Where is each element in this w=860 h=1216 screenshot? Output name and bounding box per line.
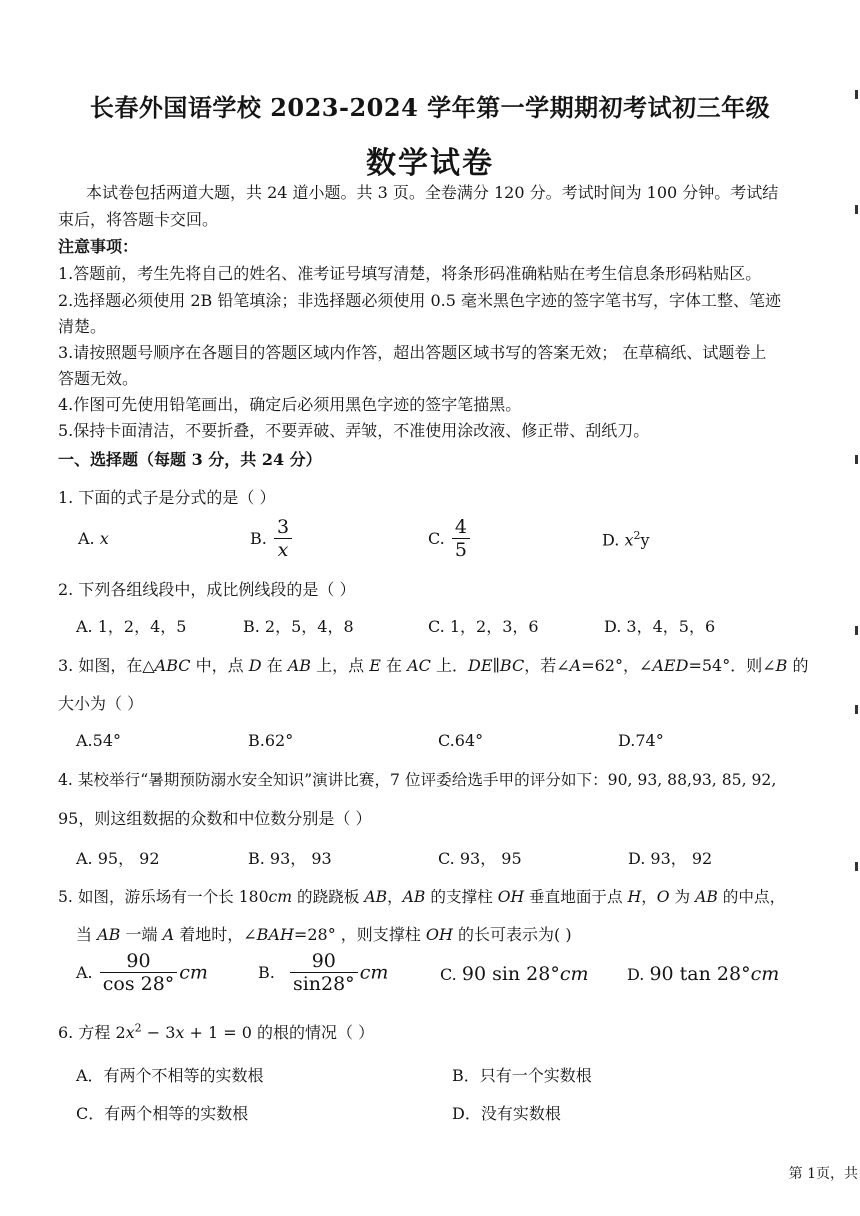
q1-option-c: C. $\frac{4}{5}$: [428, 516, 472, 561]
scan-mark: [855, 205, 858, 214]
q4-option-d: D. 93， 92: [628, 849, 713, 868]
q5-option-a: A. $\frac{90}{\cos 28^\circ}$ cm: [76, 950, 208, 995]
q5-a-fraction: $\frac{90}{\cos 28^\circ}$: [100, 950, 178, 995]
q6-option-a: A．有两个不相等的实数根: [76, 1066, 264, 1085]
q1-option-b: B. $\frac{3}{x}$: [250, 516, 294, 561]
question-6-stem: 6. 方程 $2x^2 - 3x + 1 = 0$ 的根的情况（ ）: [58, 1021, 375, 1042]
q2-option-b: B. 2，5，4，8: [243, 617, 354, 636]
scan-mark: [855, 455, 858, 464]
note-3-line-1: 3.请按照题号顺序在各题目的答题区域内作答，超出答题区域书写的答案无效； 在草稿纸、试题卷上: [58, 343, 767, 362]
exam-subtitle: 数学试卷: [366, 146, 494, 181]
exam-title: 长春外国语学校 2023-2024 学年第一学期期初考试初三年级: [89, 93, 771, 122]
note-2-line-2: 清楚。: [58, 317, 107, 336]
q5-option-c: C. 90 sin 28°cm: [440, 963, 589, 985]
q5-option-d: D. 90 tan 28°cm: [627, 963, 780, 985]
q3-option-c: C.64°: [438, 731, 484, 750]
q3-option-b: B.62°: [248, 731, 294, 750]
scan-mark: [855, 626, 858, 635]
intro-line-1: 本试卷包括两道大题，共 24 道小题。共 3 页。全卷满分 120 分。考试时间为 100 分钟。考试结: [86, 183, 779, 202]
note-3-line-2: 答题无效。: [58, 369, 139, 388]
question-4-stem-line-2: 95，则这组数据的众数和中位数分别是（ ）: [58, 809, 372, 828]
q2-option-d: D. 3，4，5，6: [604, 617, 716, 636]
q5-b-fraction: $\frac{90}{\sin 28^\circ}$: [290, 950, 358, 995]
question-1-stem: 1. 下面的式子是分式的是（ ）: [58, 488, 276, 507]
scan-mark: [855, 90, 858, 99]
section-1-heading: 一、选择题（每题 3 分，共 24 分）: [58, 450, 322, 469]
q6-option-d: D．没有实数根: [452, 1104, 561, 1123]
q3-option-a: A.54°: [76, 731, 121, 750]
q5-option-b: B. $\frac{90}{\sin 28^\circ}$ cm: [258, 950, 389, 995]
question-4-stem-line-1: 4. 某校举行“暑期预防溺水安全知识”演讲比赛，7 位评委给选手甲的评分如下：90, 93, 88,93, 85, 92,: [58, 771, 777, 789]
q4-option-a: A. 95， 92: [76, 849, 160, 868]
note-2-line-1: 2.选择题必须使用 2B 铅笔填涂；非选择题必须使用 0.5 毫米黑色字迹的签字笔书写，字体工整、笔迹: [58, 291, 781, 310]
q1-c-fraction: $\frac{4}{5}$: [452, 516, 470, 561]
intro-line-2: 束后，将答题卡交回。: [58, 210, 219, 229]
question-3-stem-line-1: 3. 如图，在△ABC 中，点 D 在 AB 上，点 E 在 AC 上．DE∥BC，若∠A=62°，∠AED=54°．则∠B 的: [58, 656, 809, 675]
scan-mark: [855, 862, 858, 871]
question-3-stem-line-2: 大小为（ ）: [58, 694, 144, 713]
question-2-stem: 2. 下列各组线段中，成比例线段的是（ ）: [58, 580, 356, 599]
notes-heading: 注意事项：: [58, 237, 139, 256]
q2-option-a: A. 1，2，4，5: [76, 617, 187, 636]
q6-option-b: B．只有一个实数根: [452, 1066, 592, 1085]
q1-option-d: D. $x^2y$: [602, 529, 650, 550]
scan-mark: [855, 705, 858, 714]
q6-option-c: C．有两个相等的实数根: [76, 1104, 249, 1123]
q3-option-d: D.74°: [618, 731, 664, 750]
note-5: 5.保持卡面清洁，不要折叠，不要弄破、弄皱，不准使用涂改液、修正带、刮纸刀。: [58, 421, 650, 440]
q4-option-b: B. 93， 93: [248, 849, 332, 868]
note-4: 4.作图可先使用铅笔画出，确定后必须用黑色字迹的签字笔描黑。: [58, 395, 522, 414]
page-footer: 第 1页，共: [788, 1166, 858, 1182]
question-5-stem-line-1: 5. 如图，游乐场有一个长 180cm 的跷跷板 AB，AB 的支撑柱 OH 垂直地面于点 H，O 为 AB 的中点，: [58, 888, 786, 906]
q4-option-c: C. 93， 95: [438, 849, 522, 868]
q1-option-a: A. x: [78, 529, 109, 548]
note-1: 1.答题前，考生先将自己的姓名、准考证号填写清楚，将条形码准确粘贴在考生信息条形码粘贴区。: [58, 264, 762, 283]
question-5-stem-line-2: 当 AB 一端 A 着地时，∠BAH=28° ，则支撑柱 OH 的长可表示为( ): [76, 925, 572, 944]
q2-option-c: C. 1，2，3，6: [428, 617, 539, 636]
q1-b-fraction: $\frac{3}{x}$: [274, 516, 292, 561]
